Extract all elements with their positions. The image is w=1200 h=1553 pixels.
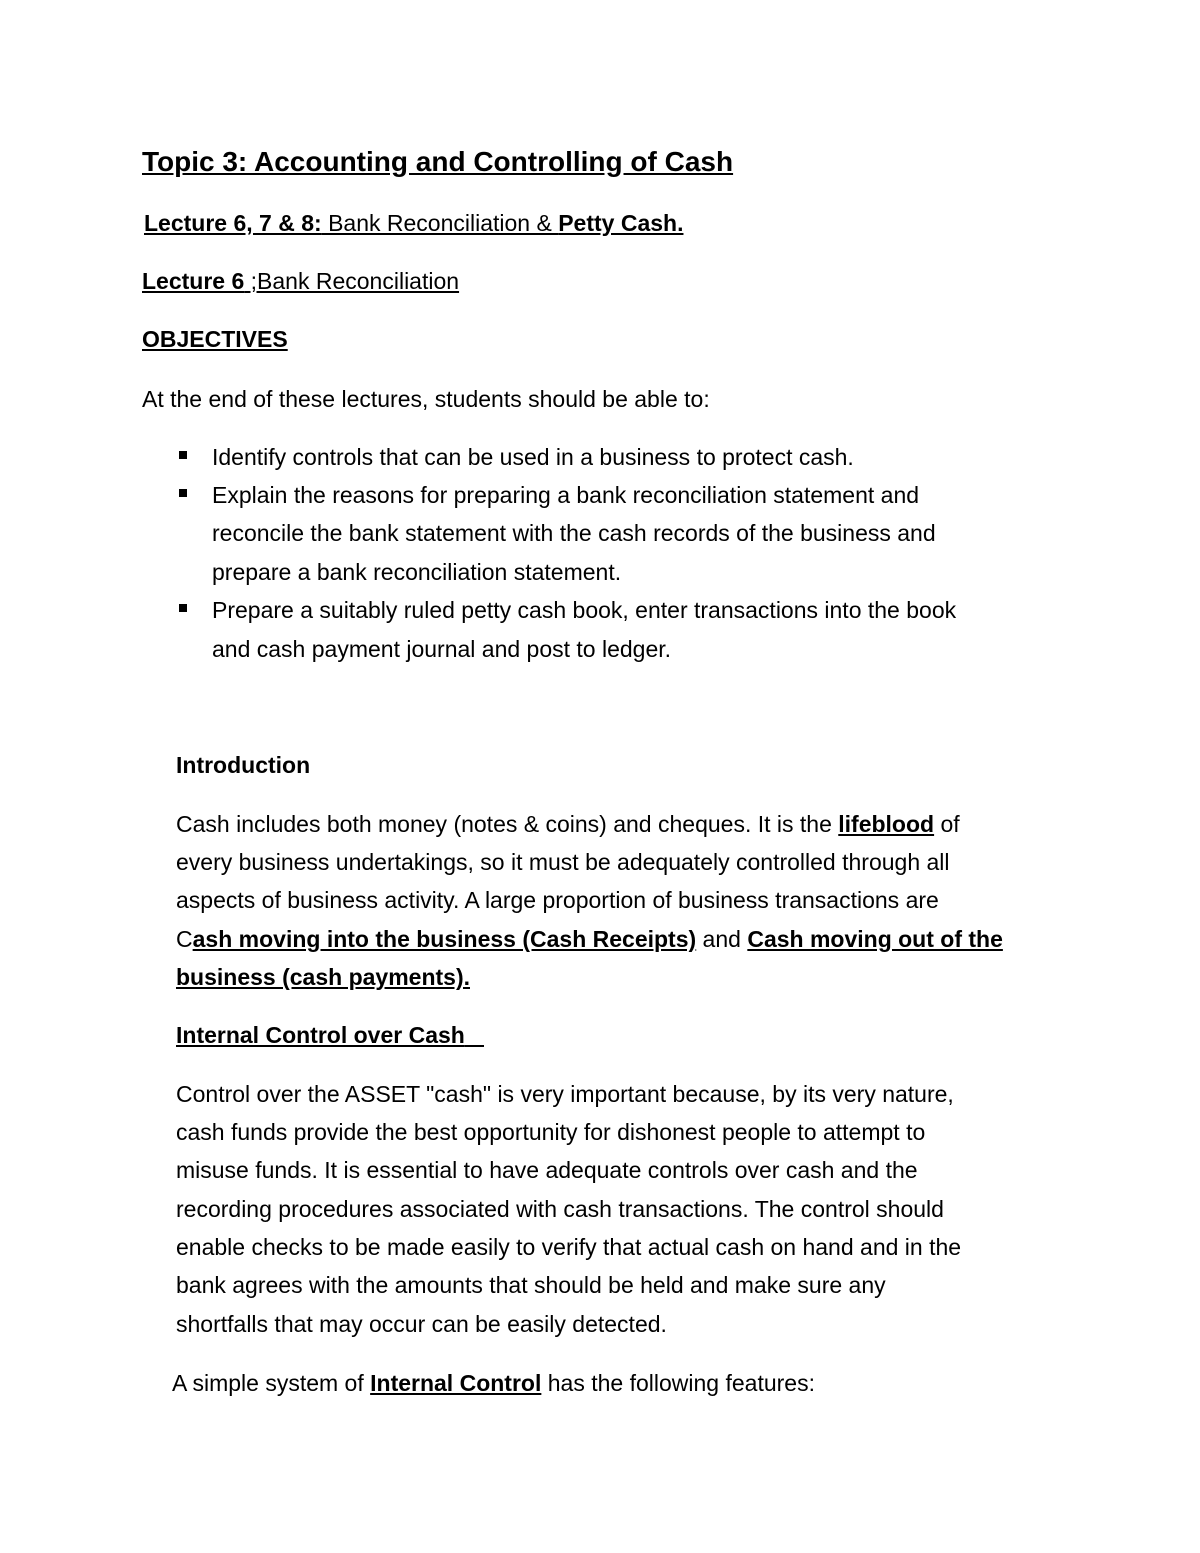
list-item-line: reconcile the bank statement with the cash records of the business and [212,520,936,546]
introduction-line-4 [176,924,1003,954]
introduction-line-1 [176,809,960,839]
paragraph-line: enable checks to be made easily to verify that actual cash on hand and in the [176,1234,962,1260]
internal-control-heading-text: Internal Control over Cash [176,1022,465,1048]
list-item-line: Identify controls that can be used in a business to protect cash. [212,444,854,470]
bullet-icon [179,489,187,497]
list-item-line: Explain the reasons for preparing a bank reconciliation statement and [212,482,920,508]
cash-receipts-term: ash moving into the business (Cash Receipts) [192,926,697,952]
paragraph-line: misuse funds. It is essential to have adequate controls over cash and the [176,1157,918,1183]
bullet-icon [179,451,187,459]
introduction-heading: Introduction [176,752,311,778]
paragraph-line: bank agrees with the amounts that should be held and make sure any [176,1272,886,1298]
lecture6-line [142,266,459,296]
introduction-text: and [696,926,748,952]
lecture-range-topic: Bank Reconciliation & [321,210,559,236]
introduction-line-2: every business undertakings, so it must be adequately controlled through all [176,849,950,875]
introduction-line-5: business (cash payments). [176,964,470,990]
lecture6-label: Lecture 6 [142,268,245,294]
paragraph-line: shortfalls that may occur can be easily detected. [176,1311,667,1337]
features-text: has the following features: [541,1370,815,1396]
introduction-text: Cash includes both money (notes & coins) and cheques. It is the [176,811,839,837]
introduction-line-3: aspects of business activity. A large proportion of business transactions are [176,887,939,913]
paragraph-line: cash funds provide the best opportunity for dishonest people to attempt to [176,1119,926,1145]
objectives-intro: At the end of these lectures, students should be able to: [142,386,710,412]
introduction-text: C [176,926,193,952]
internal-control-heading [176,1020,484,1050]
cash-payments-term: Cash moving out of the [747,926,1003,952]
lifeblood-term: lifeblood [838,811,935,837]
objectives-heading: OBJECTIVES [142,326,288,352]
list-item-line: prepare a bank reconciliation statement. [212,559,622,585]
list-item-line: and cash payment journal and post to ledger. [212,636,672,662]
lecture6-text: ;Bank Reconciliation [244,268,460,294]
paragraph-line: Control over the ASSET "cash" is very important because, by its very nature, [176,1081,954,1107]
bullet-icon [179,604,187,612]
features-line [172,1368,815,1398]
paragraph-line: recording procedures associated with cash transactions. The control should [176,1196,944,1222]
introduction-text: of [934,811,960,837]
internal-control-term: Internal Control [370,1370,542,1396]
list-item-line: Prepare a suitably ruled petty cash book, enter transactions into the book [212,597,957,623]
lecture-range-text [144,210,683,236]
features-text: A simple system of [172,1370,371,1396]
page-title: Topic 3: Accounting and Controlling of Cash [142,146,734,177]
lecture-range-label: Lecture 6, 7 & 8: [144,210,322,236]
lecture-range-emphasis: Petty Cash. [558,210,684,236]
lecture-range-line [144,208,683,238]
